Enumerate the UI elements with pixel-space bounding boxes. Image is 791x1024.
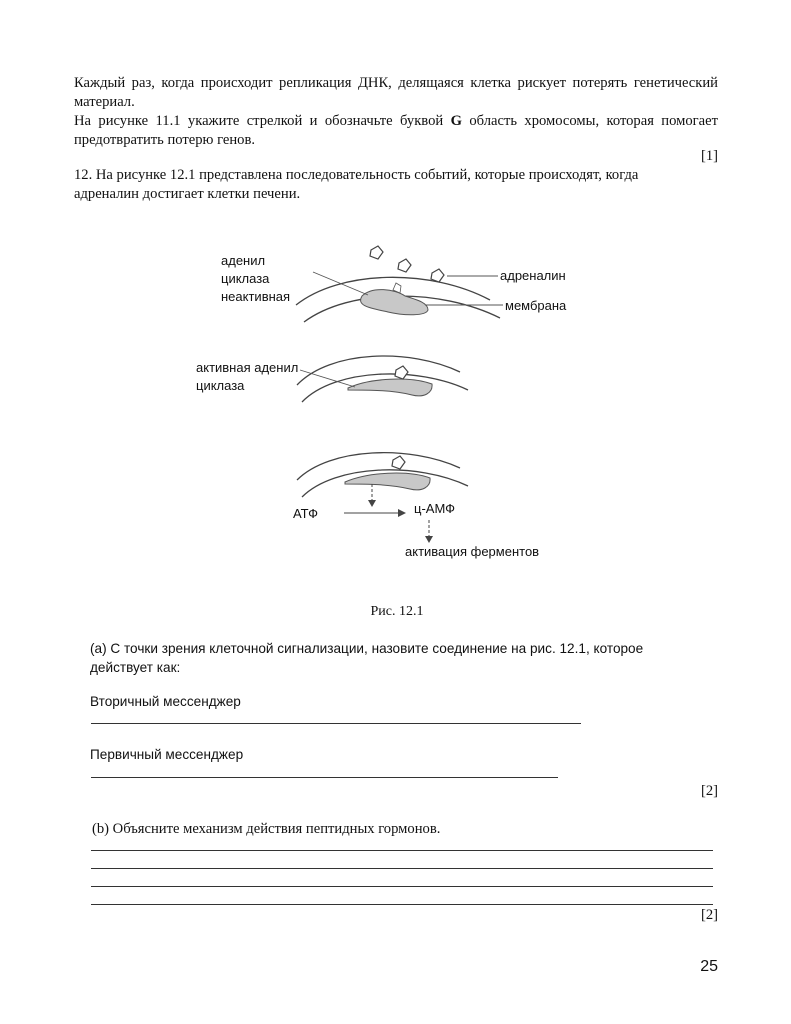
page-number: 25 bbox=[700, 958, 718, 975]
adrenaline-molecule-1 bbox=[370, 246, 383, 259]
dashed-arrow-enzyme-head bbox=[368, 500, 376, 507]
part-b-mark: [2] bbox=[700, 907, 718, 923]
part-b-question: (b) Объясните механизм действия пептидных гормонов. bbox=[92, 821, 441, 837]
label-adenyl-2: циклаза bbox=[221, 271, 270, 286]
primary-messenger-label: Первичный мессенджер bbox=[90, 747, 244, 762]
part-b-answer-line-2[interactable] bbox=[91, 868, 713, 869]
label-adenyl-3: неактивная bbox=[221, 289, 291, 304]
label-adenyl-1: аденил bbox=[221, 253, 266, 268]
part-b-answer-line-3[interactable] bbox=[91, 886, 713, 887]
adrenaline-bound-2 bbox=[392, 456, 405, 469]
q11-paragraph-2-pre: На рисунке 11.1 укажите стрелкой и обозначьте буквой bbox=[74, 113, 451, 129]
panel-active bbox=[196, 356, 468, 402]
label-adrenaline: адреналин bbox=[500, 268, 566, 283]
part-a-mark: [2] bbox=[700, 783, 718, 799]
adenylate-cyclase-camp bbox=[345, 473, 430, 490]
dashed-arrow-activation-head bbox=[425, 536, 433, 543]
adrenaline-molecule-3 bbox=[431, 269, 444, 282]
q11-mark: [1] bbox=[700, 148, 718, 164]
leader-adenyl bbox=[313, 272, 368, 295]
adrenaline-molecule-2 bbox=[398, 259, 411, 272]
part-b-answer-line-4[interactable] bbox=[91, 904, 713, 905]
q11-paragraph-2-post: область хромосомы, которая помогает предотвратить потерю генов. bbox=[74, 113, 718, 148]
label-enzymes: активация ферментов bbox=[405, 544, 540, 559]
secondary-messenger-label: Вторичный мессенджер bbox=[90, 694, 241, 709]
secondary-messenger-answer-line[interactable] bbox=[91, 723, 581, 724]
panel-inactive bbox=[221, 246, 567, 322]
arrow-atp-camp-head bbox=[398, 509, 406, 517]
label-active-2: циклаза bbox=[196, 378, 245, 393]
adenylate-cyclase-active bbox=[348, 379, 432, 396]
adrenaline-bound-1 bbox=[395, 366, 408, 379]
label-atp: АТФ bbox=[293, 506, 319, 521]
label-membrane: мембрана bbox=[505, 298, 567, 313]
q11-letter-g: G bbox=[450, 113, 462, 129]
figure-caption: Рис. 12.1 bbox=[370, 604, 424, 619]
panel-camp bbox=[293, 453, 539, 559]
primary-messenger-answer-line[interactable] bbox=[91, 777, 558, 778]
label-camp: ц-АМФ bbox=[414, 501, 456, 516]
part-a-question: (a) С точки зрения клеточной сигнализации, назовите соединение на рис. 12.1, которое действует как: bbox=[90, 641, 644, 675]
q11-paragraph-1: Каждый раз, когда происходит репликация ДНК, делящаяся клетка рискует потерять генетический материал. bbox=[74, 75, 718, 110]
adenylate-cyclase-inactive bbox=[361, 290, 428, 315]
label-active-1: активная аденил bbox=[196, 360, 299, 375]
part-b-answer-line-1[interactable] bbox=[91, 850, 713, 851]
q12-intro: 12. На рисунке 12.1 представлена последовательность событий, которые происходят, когда адреналин достигает клетки печени. bbox=[74, 167, 639, 202]
